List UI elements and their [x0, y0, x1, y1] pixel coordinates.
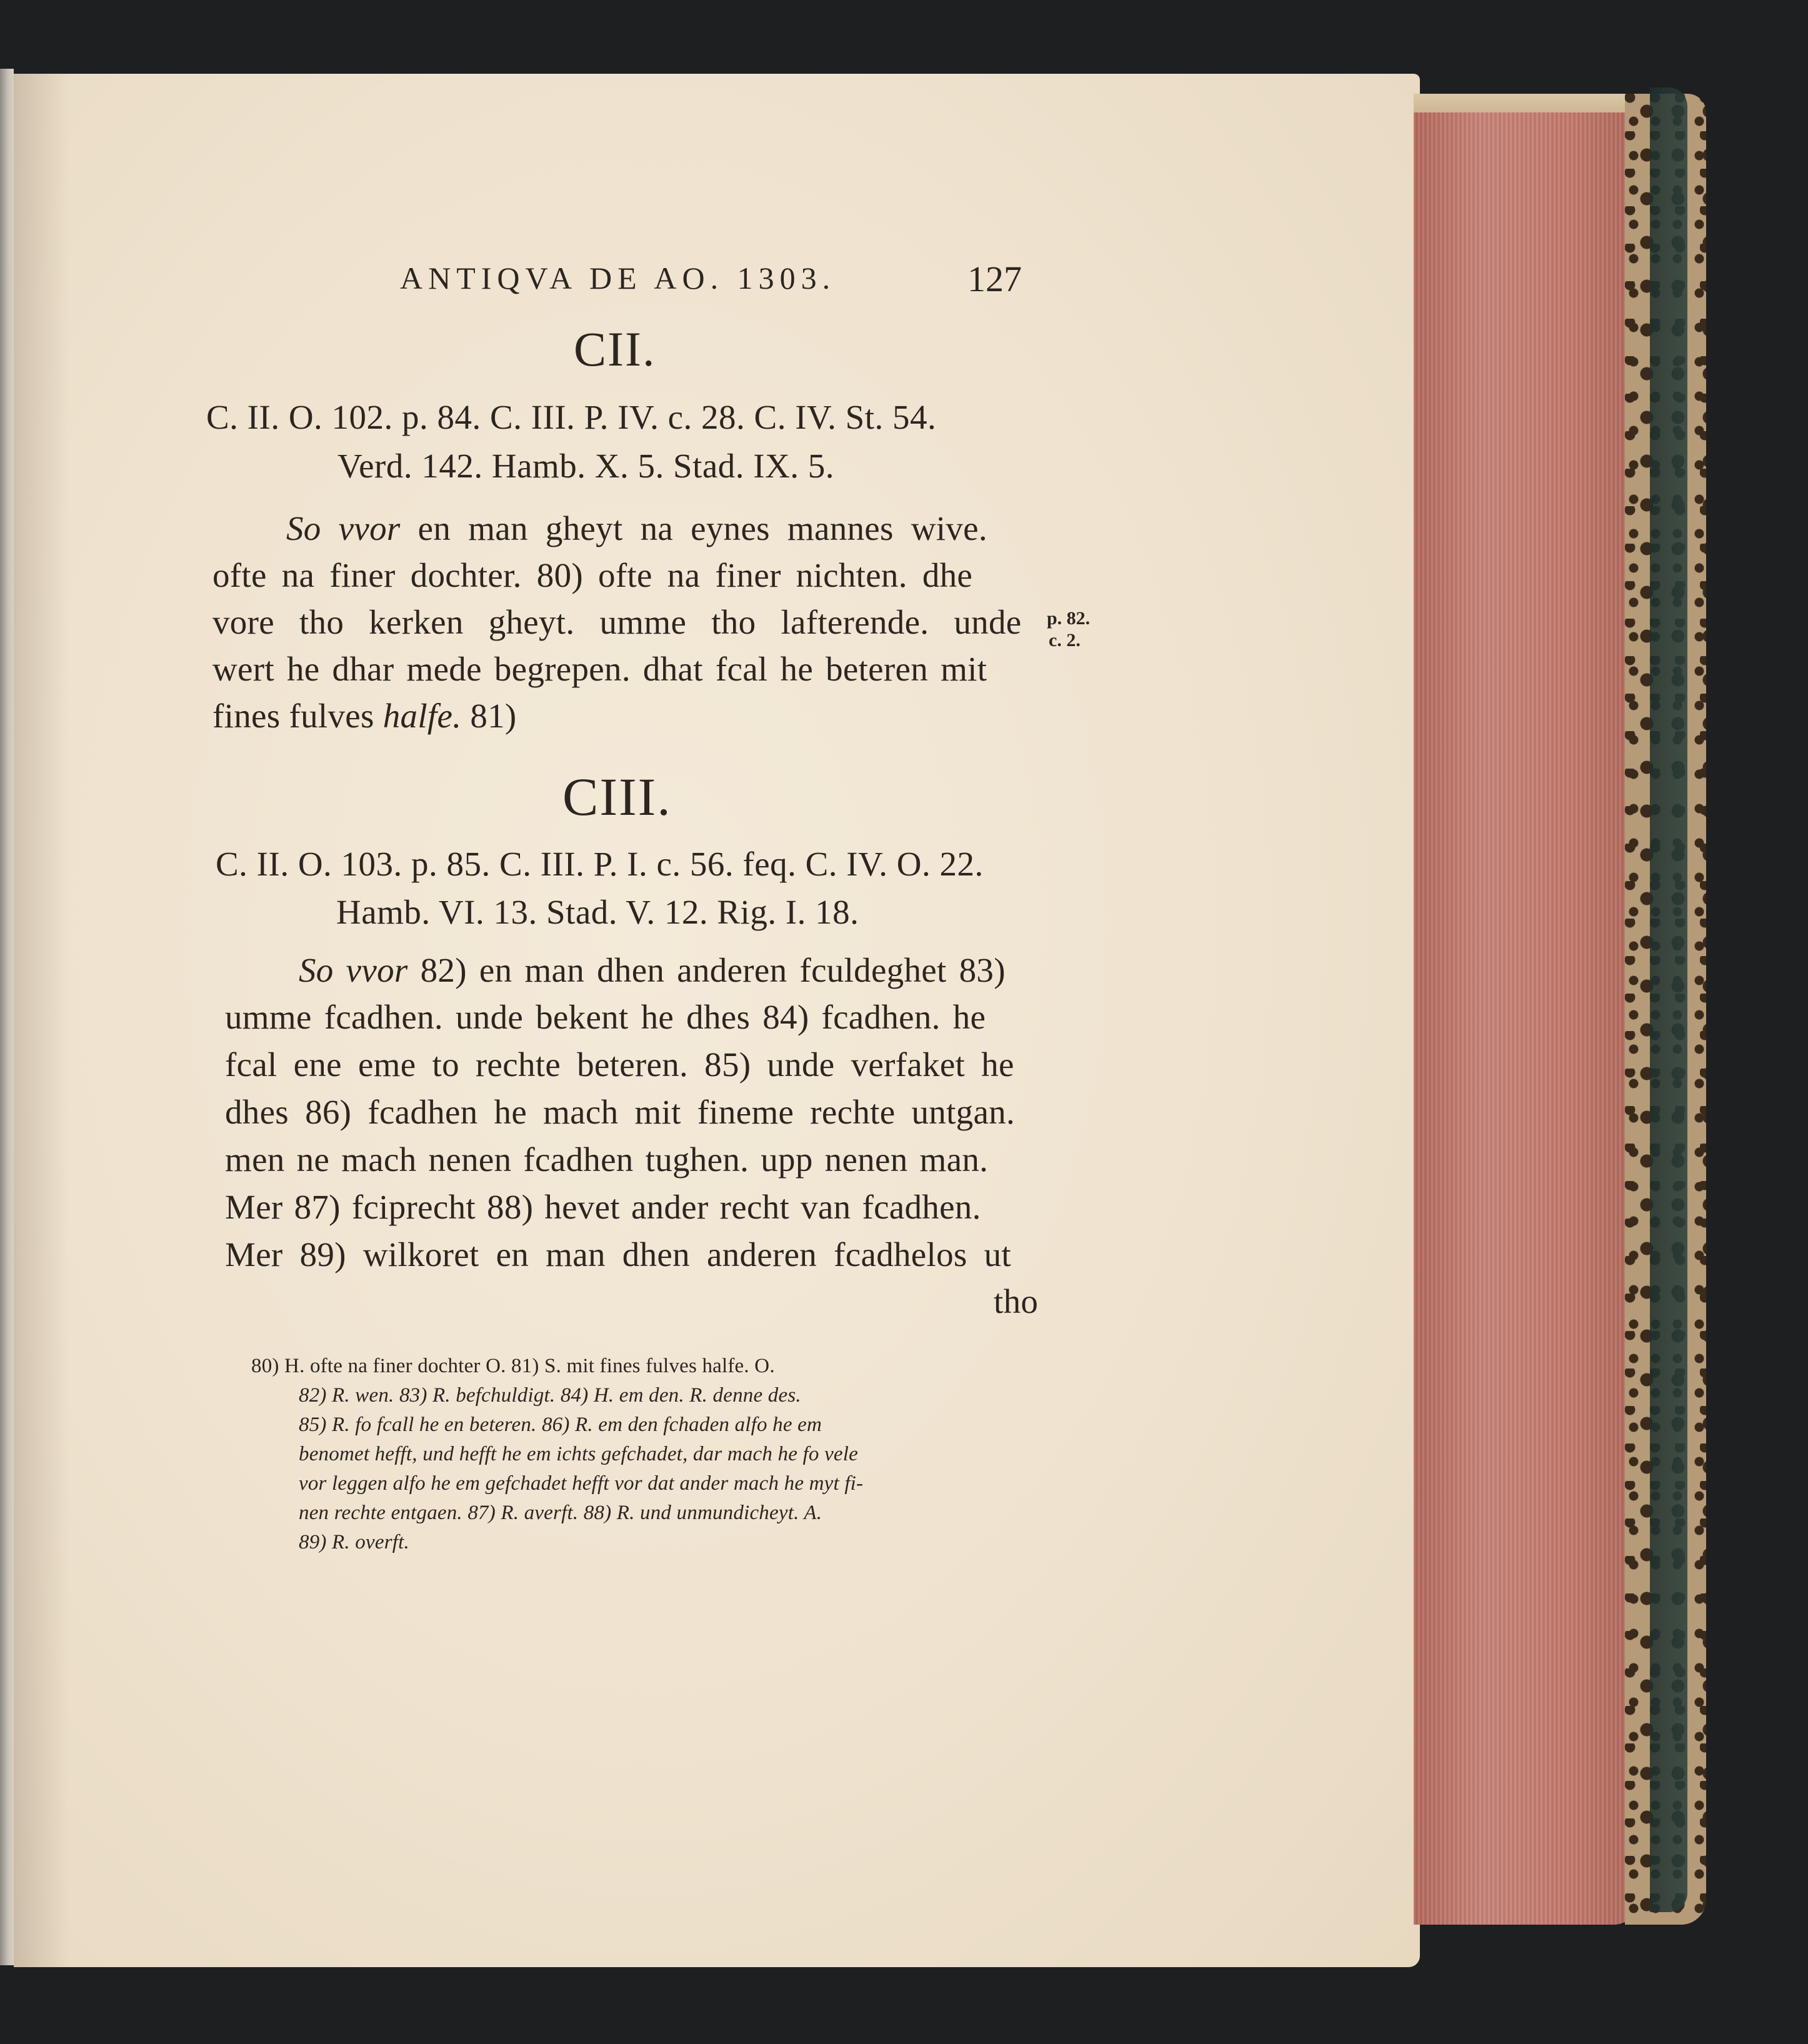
chapter-references: Verd. 142. Hamb. X. 5. Stad. IX. 5.: [337, 447, 835, 485]
text-line: umme fcadhen. unde bekent he dhes 84) fcadhen. he: [225, 998, 986, 1036]
footnote-line: 85) R. fo fcall he en beteren. 86) R. em den fchaden alfo he em: [299, 1413, 822, 1436]
running-head: ANTIQVA DE AO. 1303.: [400, 261, 836, 296]
footnote-line: vor leggen alfo he em gefchadet hefft vor dat ander mach he myt fi-: [299, 1472, 864, 1495]
gutter-shadow: [14, 74, 70, 1967]
incipit: So vvor: [299, 951, 408, 989]
facing-page-edge: [0, 69, 14, 1965]
text-line: fines fulves halfe. 81): [212, 697, 517, 735]
text-line: So vvor 82) en man dhen anderen fculdeghet 83): [299, 951, 1006, 989]
text-line: wert he dhar mede begrepen. dhat fcal he beteren mit: [212, 650, 987, 688]
page-number: 127: [967, 259, 1022, 299]
footnote-line: 80) H. ofte na finer dochter O. 81) S. mit fines fulves halfe. O.: [251, 1355, 775, 1377]
incipit: So vvor: [286, 509, 401, 547]
text-line: So vvor en man gheyt na eynes mannes wive.: [286, 509, 987, 547]
text-line: vore tho kerken gheyt. umme tho lafterende. unde: [212, 603, 1022, 641]
text-line: Mer 89) wilkoret en man dhen anderen fcadhelos ut: [225, 1235, 1012, 1274]
footnote-line: 82) R. wen. 83) R. befchuldigt. 84) H. em den. R. denne des.: [299, 1384, 801, 1407]
margin-note: p. 82.: [1047, 608, 1091, 629]
chapter-title: CIII.: [562, 767, 672, 827]
chapter-title: CII.: [574, 322, 656, 376]
chapter-references: C. II. O. 103. p. 85. C. III. P. I. c. 56. feq. C. IV. O. 22.: [216, 845, 984, 883]
red-fore-edge: [1414, 112, 1639, 1925]
text-line: fcal ene eme to rechte beteren. 85) unde verfaket he: [225, 1045, 1014, 1084]
text-line: men ne mach nenen fcadhen tughen. upp nenen man.: [225, 1140, 989, 1179]
chapter-references: Hamb. VI. 13. Stad. V. 12. Rig. I. 18.: [336, 893, 859, 931]
cover-board-edge: [1650, 87, 1687, 1912]
chapter-references: C. II. O. 102. p. 84. C. III. P. IV. c. 28. C. IV. St. 54.: [206, 398, 937, 436]
text-line: ofte na finer dochter. 80) ofte na finer nichten. dhe: [212, 556, 973, 594]
margin-note: c. 2.: [1049, 630, 1081, 651]
footnote-line: benomet hefft, und hefft he em ichts gefchadet, dar mach he fo vele: [299, 1443, 858, 1465]
text-line: dhes 86) fcadhen he mach mit fineme rechte untgan.: [225, 1093, 1016, 1131]
text-line: Mer 87) fciprecht 88) hevet ander recht van fcadhen.: [225, 1188, 981, 1226]
footnote-line: 89) R. overft.: [299, 1531, 409, 1553]
footnote-line: nen rechte entgaen. 87) R. averft. 88) R. und unmundicheyt. A.: [299, 1502, 822, 1524]
catchword: tho: [994, 1282, 1039, 1320]
